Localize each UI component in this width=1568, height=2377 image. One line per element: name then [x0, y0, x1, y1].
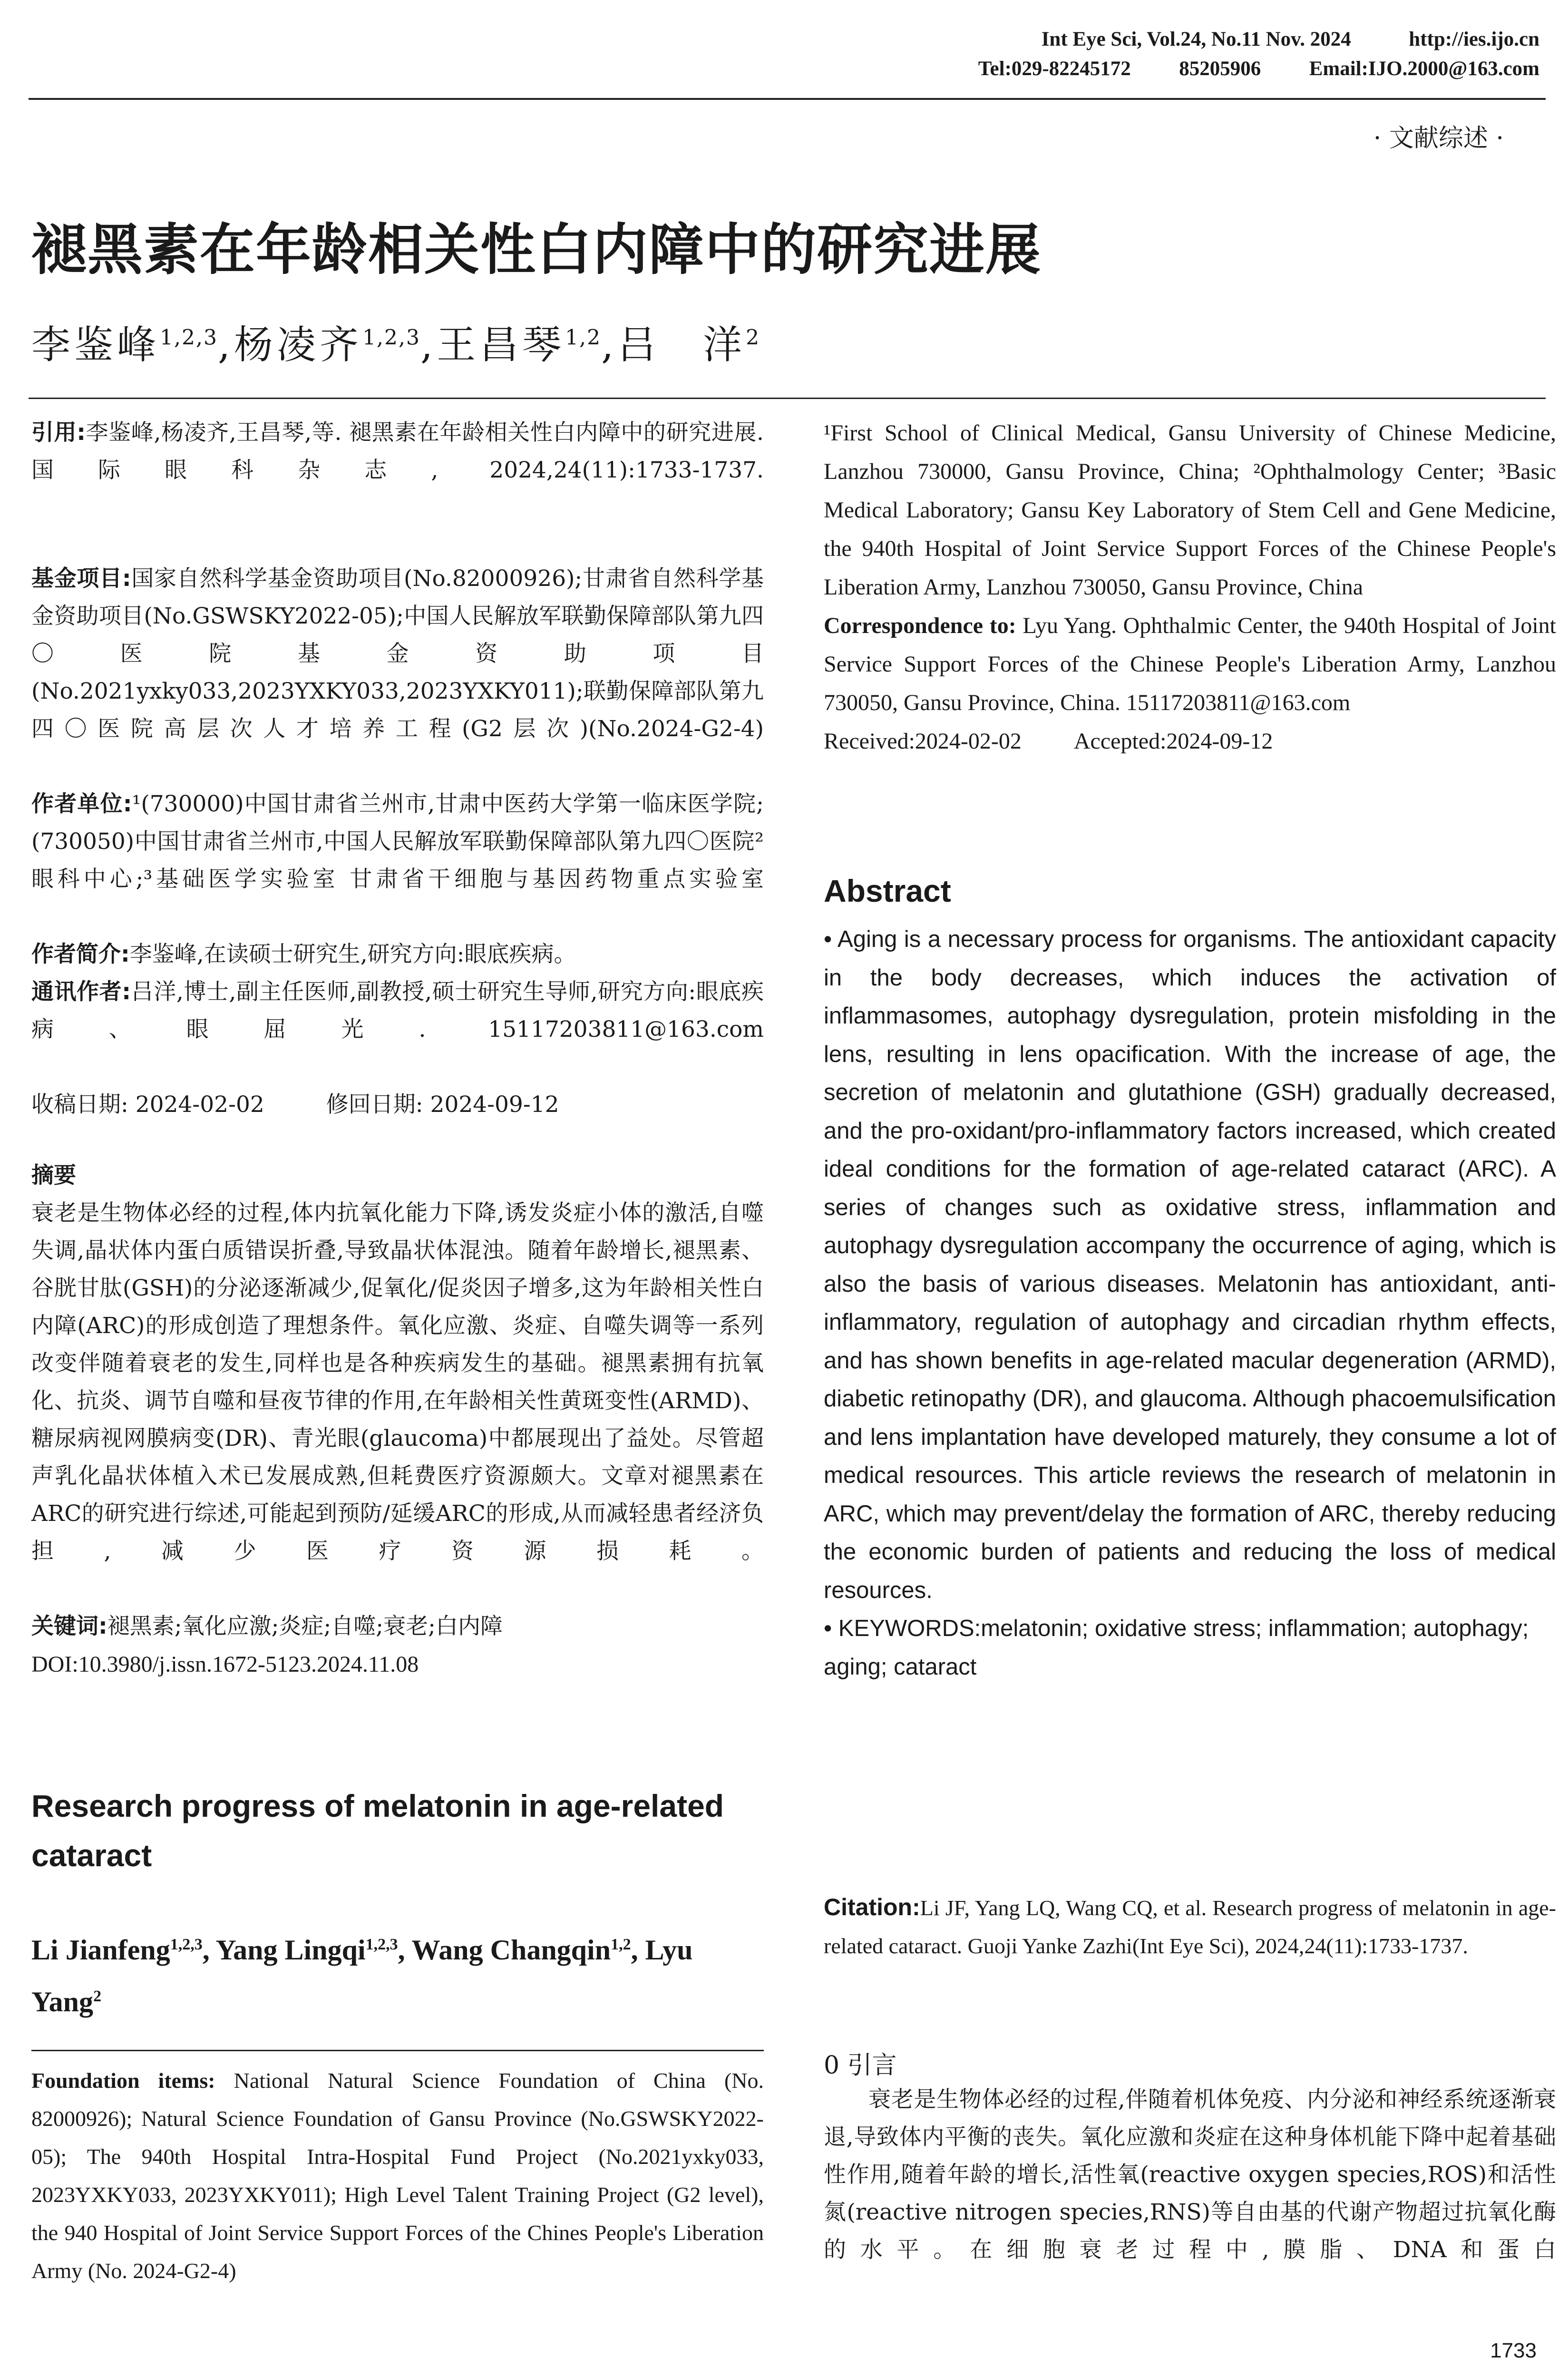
- keywords-cn-text: 褪黑素;氧化应激;炎症;自噬;衰老;白内障: [107, 1613, 503, 1639]
- en-author-4-affil: 2: [93, 1987, 102, 2005]
- author-4: ,吕 洋: [601, 322, 746, 368]
- en-author-list: [31, 1921, 764, 2025]
- corr-en-text: Lyu Yang. Ophthalmic Center, the 940th Hospital of Joint Service Support Forces of the Chinese People's Liberation Army, Lanzhou 730050, Gansu Province, China. 15117203811@163.com: [824, 613, 1557, 715]
- author-1: 李鉴峰: [31, 322, 160, 368]
- corr-cn-text: 吕洋,博士,副主任医师,副教授,硕士研究生导师,研究方向:眼底疾病、眼屈光. 15117203811@163.com: [31, 979, 764, 1042]
- keywords-en-label: KEYWORDS:: [838, 1616, 981, 1641]
- author-list: [31, 314, 760, 370]
- keywords-en-text: melatonin; oxidative stress; inflammation; autophagy; aging; cataract: [824, 1616, 1529, 1680]
- received-en: Received:2024-02-02: [824, 729, 1022, 754]
- title-rule: [29, 398, 1546, 399]
- affil-cn-text: ¹(730000)中国甘肃省兰州市,甘肃中医药大学第一临床医学院;(730050)中国甘肃省兰州市,中国人民解放军联勤保障部队第九四〇医院²眼科中心;³基础医学实验室 甘肃省干细胞与基因药物重点实验室: [31, 791, 764, 892]
- en-title: Research progress of melatonin in age-related cataract: [31, 1788, 724, 1873]
- page-number: 1733: [1490, 2339, 1537, 2362]
- bio-cn: [31, 935, 764, 973]
- en-foundation: [31, 2062, 764, 2290]
- affil-en: ¹First School of Clinical Medical, Gansu University of Chinese Medicine, Lanzhou 730000, Gansu Province, China; ²Ophthalmology Center; ³Basic Medical Laboratory; Gansu Key Laboratory of Stem Cell and Gene Medicine, the 940th Hospital of Joint Service Support Forces of the Chinese People's Liberation Army, Lanzhou 730050, Gansu Province, China: [824, 420, 1556, 600]
- en-foundation-text: National Natural Science Foundation of China (No. 82000926); Natural Science Foundation of Gansu Province (No.GSWSKY2022-05); The 940th Hospital Intra-Hospital Fund Project (No.2021yxky033, 2023YXKY033, 2023YXKY011); High Level Talent Training Project (G2 level), the 940 Hospital of Joint Service Support Forces of the Chines People's Liberation Army (No. 2024-G2-4): [31, 2068, 764, 2283]
- en-author-1: Li Jianfeng: [31, 1934, 170, 1966]
- affil-cn-label: 作者单位:: [31, 791, 132, 817]
- corr-cn-label: 通讯作者:: [31, 979, 131, 1005]
- en-author-2: , Yang Lingqi: [202, 1934, 366, 1966]
- author-1-affil: 1,2,3: [160, 325, 218, 350]
- abstract-en: [824, 920, 1556, 1686]
- header-line-1: [493, 25, 1539, 54]
- abstract-cn-text: 衰老是生物体必经的过程,体内抗氧化能力下降,诱发炎症小体的激活,自噬失调,晶状体内蛋白质错误折叠,导致晶状体混浊。随着年龄增长,褪黑素、谷胱甘肽(GSH)的分泌逐渐减少,促氧化/促炎因子增多,这为年龄相关性白内障(ARC)的形成创造了理想条件。氧化应激、炎症、自噬失调等一系列改变伴随着衰老的发生,同样也是各种疾病发生的基础。褪黑素拥有抗氧化、抗炎、调节自噬和昼夜节律的作用,在年龄相关性黄斑变性(ARMD)、糖尿病视网膜病变(DR)、青光眼(glaucoma)中都展现出了益处。尽管超声乳化晶状体植入术已发展成熟,但耗费医疗资源颇大。文章对褪黑素在ARC的研究进行综述,可能起到预防/延缓ARC的形成,从而减轻患者经济负担,减少医疗资源损耗。: [31, 1200, 764, 1564]
- journal-tel2: 85205906: [1179, 58, 1261, 80]
- running-header: [493, 25, 1539, 84]
- en-author-2-affil: 1,2,3: [365, 1936, 398, 1953]
- abstract-en-body: Aging is a necessary process for organisms. The antioxidant capacity in the body decreases, which induces the activation of inflammasomes, autophagy dysregulation, protein misfolding in the lens, resulting in lens opacification. With the increase of age, the secretion of melatonin and glutathione (GSH) gradually decreased, and the pro-oxidant/pro-inflammatory factors increased, which created ideal conditions for the formation of age-related cataract (ARC). A series of changes such as oxidative stress, inflammation and autophagy dysregulation accompany the occurrence of aging, which is also the basis of various diseases. Melatonin has antioxidant, anti-inflammatory, regulation of autophagy and circadian rhythm effects, and has shown benefits in age-related macular degeneration (ARMD), diabetic retinopathy (DR), and glaucoma. Although phacoemulsification and lens implantation have developed maturely, they consume a lot of medical resources. This article reviews the research of melatonin in ARC, which may prevent/delay the formation of ARC, thereby reducing the economic burden of patients and reducing the loss of medical resources.: [824, 926, 1556, 1603]
- affil-cn: [31, 785, 764, 935]
- page-title: 褪黑素在年龄相关性白内障中的研究进展: [31, 218, 1042, 282]
- en-author-1-affil: 1,2,3: [170, 1936, 203, 1953]
- header-rule: [29, 98, 1546, 100]
- citation-cn-label: 引用:: [31, 419, 86, 446]
- author-2: ,杨凌齐: [217, 322, 363, 368]
- citation-en-label: Citation:: [824, 1894, 920, 1920]
- abstract-cn-heading-text: 摘要: [31, 1162, 76, 1188]
- doi: DOI:10.3980/j.issn.1672-5123.2024.11.08: [31, 1652, 419, 1677]
- fund-cn: [31, 560, 764, 785]
- keywords-en: • KEYWORDS:melatonin; oxidative stress; inflammation; autophagy; aging; cataract: [824, 1616, 1529, 1680]
- author-2-affil: 1,2,3: [362, 325, 421, 350]
- keywords-cn: [31, 1607, 764, 1645]
- section-label: · 文献综述 ·: [1373, 124, 1504, 153]
- intro-heading: 0 引言: [824, 2051, 897, 2080]
- en-author-4: , Lyu Yang: [31, 1934, 693, 2017]
- fund-cn-label: 基金项目:: [31, 565, 131, 592]
- journal-info: Int Eye Sci, Vol.24, No.11 Nov. 2024: [1041, 28, 1351, 50]
- intro-text: 衰老是生物体必经的过程,伴随着机体免疫、内分泌和神经系统逐渐衰退,导致体内平衡的丧失。氧化应激和炎症在这种身体机能下降中起着基础性作用,随着年龄的增长,活性氧(reactive oxygen species,ROS)和活性氮(reactive nitrogen species,RNS)等自由基的代谢产物超过抗氧化酶的水平。在细胞衰老过程中,膜脂、DNA和蛋白: [824, 2086, 1556, 2263]
- received-cn: 收稿日期: 2024-02-02: [31, 1091, 264, 1118]
- abstract-en-text: • Aging is a necessary process for organisms. The antioxidant capacity in the body decreases, which induces the activation of inflammasomes, autophagy dysregulation, protein misfolding in the lens, resulting in lens opacification. With the increase of age, the secretion of melatonin and glutathione (GSH) gradually decreased, and the pro-oxidant/pro-inflammatory factors increased, which created ideal conditions for the formation of age-related cataract (ARC). A series of changes such as oxidative stress, inflammation and autophagy dysregulation accompany the occurrence of aging, which is also the basis of various diseases. Melatonin has antioxidant, anti-inflammatory, regulation of autophagy and circadian rhythm effects, and has shown benefits in age-related macular degeneration (ARMD), diabetic retinopathy (DR), and glaucoma. Although phacoemulsification and lens implantation have developed maturely, they consume a lot of medical resources. This article reviews the research of melatonin in ARC, which may prevent/delay the formation of ARC, thereby reducing the economic burden of patients and reducing the loss of medical resources.: [824, 926, 1556, 1603]
- journal-tel: Tel:029-82245172: [978, 58, 1131, 80]
- en-author-3-affil: 1,2: [611, 1936, 631, 1953]
- citation-en: [824, 1888, 1556, 1965]
- accepted-en: Accepted:2024-09-12: [1073, 729, 1273, 754]
- dates-cn: [31, 1086, 764, 1123]
- en-foundation-label: Foundation items:: [31, 2068, 215, 2093]
- citation-cn: [31, 414, 764, 526]
- keywords-cn-label: 关键词:: [31, 1613, 107, 1639]
- citation-en-text: Li JF, Yang LQ, Wang CQ, et al. Research progress of melatonin in age-related cataract. Guoji Yanke Zazhi(Int Eye Sci), 2024,24(11):1733-1737.: [824, 1896, 1556, 1958]
- corr-en: [824, 606, 1556, 722]
- dates-en: [824, 722, 1556, 760]
- author-3-affil: 1,2: [565, 325, 602, 350]
- fund-cn-text: 国家自然科学基金资助项目(No.82000926);甘肃省自然科学基金资助项目(No.GSWSKY2022-05);中国人民解放军联勤保障部队第九四〇医院基金资助项目(No.2021yxky033,2023YXKY033,2023YXKY011);联勤保障部队第九四〇医院高层次人才培养工程(G2层次)(No.2024-G2-4): [31, 565, 764, 742]
- bio-cn-text: 李鉴峰,在读硕士研究生,研究方向:眼底疾病。: [129, 941, 576, 967]
- corr-en-label: Correspondence to:: [824, 613, 1016, 638]
- bio-cn-label: 作者简介:: [31, 941, 130, 967]
- left-column: [31, 414, 764, 1684]
- abstract-en-heading: Abstract: [824, 873, 951, 908]
- foundation-rule: [31, 2050, 764, 2051]
- journal-email: Email:IJO.2000@163.com: [1309, 58, 1539, 80]
- journal-url: http://ies.ijo.cn: [1409, 28, 1539, 50]
- author-3: ,王昌琴: [420, 322, 565, 368]
- revised-cn: 修回日期: 2024-09-12: [326, 1091, 559, 1118]
- corr-cn: [31, 973, 764, 1086]
- en-author-3: , Wang Changqin: [398, 1934, 611, 1966]
- header-line-2: [493, 54, 1539, 84]
- author-4-affil: 2: [746, 325, 760, 350]
- right-column-affil: [824, 414, 1556, 760]
- abstract-cn-heading: [31, 1157, 764, 1194]
- citation-cn-text: 李鉴峰,杨凌齐,王昌琴,等. 褪黑素在年龄相关性白内障中的研究进展. 国际眼科杂志, 2024,24(11):1733-1737.: [31, 419, 764, 483]
